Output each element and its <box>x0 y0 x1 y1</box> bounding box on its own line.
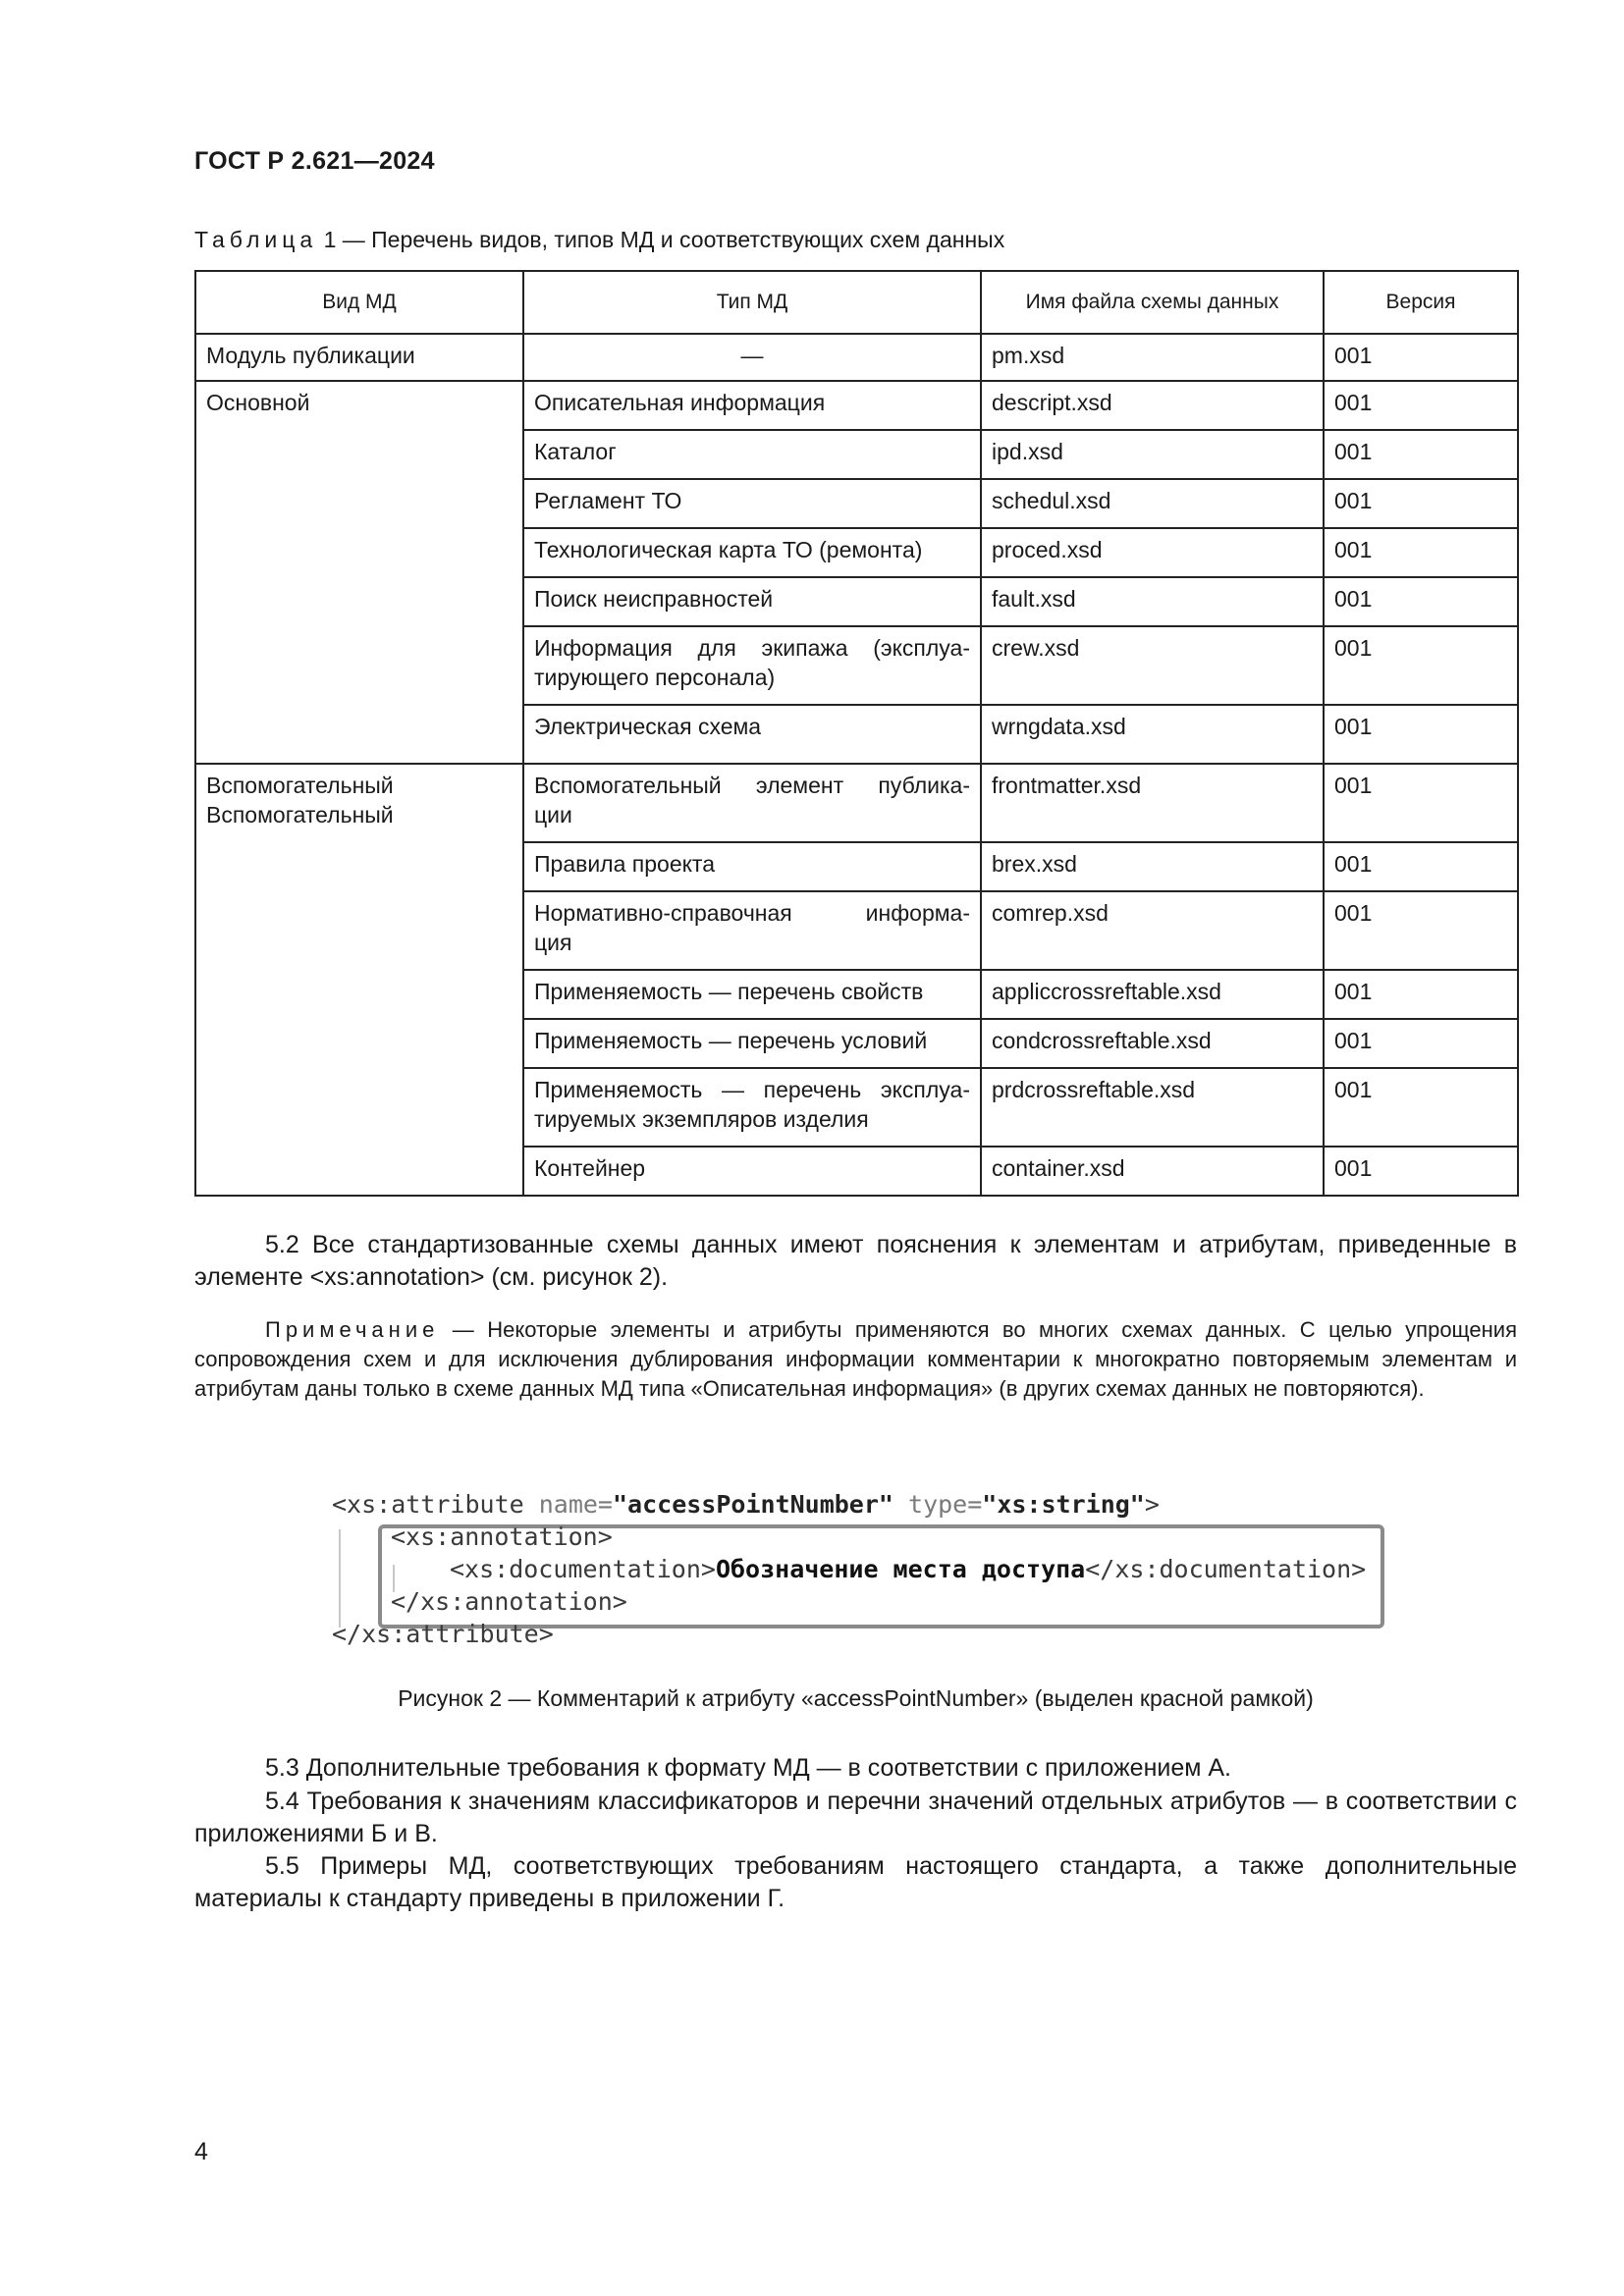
document-header: ГОСТ Р 2.621—2024 <box>194 147 435 175</box>
type-cell-line: Нормативно-справочная информа- <box>534 900 970 926</box>
table-header-row <box>195 271 1518 334</box>
code-token: </xs:annotation> <box>391 1587 627 1616</box>
schemas-table <box>194 270 1519 1197</box>
code-token: </xs:attribute> <box>332 1620 554 1648</box>
table-caption-label: Таблица <box>194 227 318 252</box>
file-cell: appliccrossreftable.xsd <box>981 970 1324 1019</box>
kind-cell: Основной <box>195 381 523 764</box>
type-cell: — <box>523 334 981 381</box>
figure-caption: Рисунок 2 — Комментарий к атрибуту «accessPointNumber» (выделен красной рамкой) <box>398 1685 1314 1711</box>
table-caption <box>194 227 1004 253</box>
code-line-documentation <box>450 1553 1366 1585</box>
kind-cell: Модуль публикации <box>195 334 523 381</box>
column-header: Имя файла схемы данных <box>981 271 1324 334</box>
version-cell: 001 <box>1324 626 1518 705</box>
code-line-attribute-open <box>332 1488 1160 1521</box>
table-row <box>195 334 1518 381</box>
version-cell: 001 <box>1324 334 1518 381</box>
code-token: <xs:attribute <box>332 1490 539 1519</box>
file-cell: ipd.xsd <box>981 430 1324 479</box>
code-figure <box>332 1488 1367 1682</box>
paragraph-5-5-text: 5.5 Примеры МД, соответствующих требованиям настоящего стандарта, а также дополнительные материалы к стандарту приведены в приложении Г. <box>194 1852 1517 1912</box>
type-cell: Регламент ТО <box>523 479 981 528</box>
kind-cell-line: Вспомогательный <box>206 773 394 798</box>
type-cell-line: тируемых экземпляров изделия <box>534 1106 869 1132</box>
code-token: <xs:documentation> <box>450 1555 716 1583</box>
type-cell-line: Вспомогательный элемент публика- <box>534 773 970 798</box>
column-header: Тип МД <box>523 271 981 334</box>
version-cell: 001 <box>1324 1019 1518 1068</box>
type-cell-line: ции <box>534 802 572 828</box>
table-caption-title: 1 — Перечень видов, типов МД и соответствующих схем данных <box>317 227 1005 252</box>
code-token: <xs:annotation> <box>391 1522 613 1551</box>
type-cell-line: тирующего персонала) <box>534 665 776 690</box>
file-cell: comrep.xsd <box>981 891 1324 970</box>
paragraph-5-2 <box>194 1229 1517 1294</box>
type-cell-line: Информация для экипажа (эксплуа- <box>534 635 970 661</box>
note-label: Примечание <box>265 1317 440 1342</box>
type-cell <box>523 764 981 842</box>
file-cell: container.xsd <box>981 1147 1324 1196</box>
paragraph-5-2-text: 5.2 Все стандартизованные схемы данных имеют пояснения к элементам и атрибутам, приведенные в элементе <xs:annotation> (см. рисунок 2). <box>194 1231 1517 1291</box>
code-token: </xs:documentation> <box>1085 1555 1367 1583</box>
version-cell: 001 <box>1324 891 1518 970</box>
paragraph-5-3 <box>194 1752 1517 1785</box>
code-line-annotation-open <box>391 1521 613 1553</box>
code-line-annotation-close <box>391 1585 627 1618</box>
file-cell: condcrossreftable.xsd <box>981 1019 1324 1068</box>
table-row <box>195 764 1518 842</box>
code-token: > <box>1144 1490 1160 1519</box>
type-cell <box>523 626 981 705</box>
version-cell: 001 <box>1324 479 1518 528</box>
column-header: Вид МД <box>195 271 523 334</box>
file-cell: crew.xsd <box>981 626 1324 705</box>
version-cell: 001 <box>1324 842 1518 891</box>
paragraph-5-4-text: 5.4 Требования к значениям классификаторов и перечни значений отдельных атрибутов — в соответствии с приложениями Б и В. <box>194 1788 1517 1847</box>
code-token: type= <box>893 1490 983 1519</box>
type-cell-line: ция <box>534 930 572 955</box>
type-cell-line: Применяемость — перечень эксплуа- <box>534 1077 970 1102</box>
file-cell: frontmatter.xsd <box>981 764 1324 842</box>
file-cell: descript.xsd <box>981 381 1324 430</box>
code-token: Обозначение места доступа <box>715 1555 1086 1583</box>
paragraph-5-3-text: 5.3 Дополнительные требования к формату МД — в соответствии с приложением А. <box>265 1754 1231 1782</box>
paragraph-5-5 <box>194 1850 1517 1915</box>
type-cell: Каталог <box>523 430 981 479</box>
type-cell <box>523 891 981 970</box>
version-cell: 001 <box>1324 381 1518 430</box>
note-text: — Некоторые элементы и атрибуты применяются во многих схемах данных. С целью упрощения сопровождения схем и для исключения дублирования информации комментарии к многократно повторяемым элементам и атрибутам даны только в схеме данных МД типа «Описательная информация» (в других схемах данных не повторяются). <box>194 1317 1517 1401</box>
file-cell: pm.xsd <box>981 334 1324 381</box>
file-cell: fault.xsd <box>981 577 1324 626</box>
type-cell: Применяемость — перечень условий <box>523 1019 981 1068</box>
version-cell: 001 <box>1324 1147 1518 1196</box>
version-cell: 001 <box>1324 528 1518 577</box>
file-cell: schedul.xsd <box>981 479 1324 528</box>
type-cell: Контейнер <box>523 1147 981 1196</box>
type-cell: Технологическая карта ТО (ремонта) <box>523 528 981 577</box>
file-cell: brex.xsd <box>981 842 1324 891</box>
file-cell: wrngdata.xsd <box>981 705 1324 764</box>
table-row <box>195 381 1518 430</box>
version-cell: 001 <box>1324 705 1518 764</box>
type-cell: Описательная информация <box>523 381 981 430</box>
version-cell: 001 <box>1324 970 1518 1019</box>
code-token: "accessPointNumber" <box>612 1490 893 1519</box>
code-token: "xs:string" <box>982 1490 1145 1519</box>
version-cell: 001 <box>1324 1068 1518 1147</box>
file-cell: prdcrossreftable.xsd <box>981 1068 1324 1147</box>
page-number: 4 <box>194 2138 208 2165</box>
type-cell: Правила проекта <box>523 842 981 891</box>
paragraph-5-4 <box>194 1786 1517 1850</box>
type-cell <box>523 1068 981 1147</box>
code-token: name= <box>538 1490 613 1519</box>
file-cell: proced.xsd <box>981 528 1324 577</box>
note-paragraph <box>194 1315 1517 1404</box>
type-cell: Электрическая схема <box>523 705 981 764</box>
type-cell: Поиск неисправностей <box>523 577 981 626</box>
kind-cell <box>195 764 523 1196</box>
column-header: Версия <box>1324 271 1518 334</box>
kind-cell-line: Вспомогательный <box>206 802 394 828</box>
code-line-attribute-close <box>332 1618 554 1650</box>
version-cell: 001 <box>1324 764 1518 842</box>
version-cell: 001 <box>1324 430 1518 479</box>
type-cell: Применяемость — перечень свойств <box>523 970 981 1019</box>
version-cell: 001 <box>1324 577 1518 626</box>
